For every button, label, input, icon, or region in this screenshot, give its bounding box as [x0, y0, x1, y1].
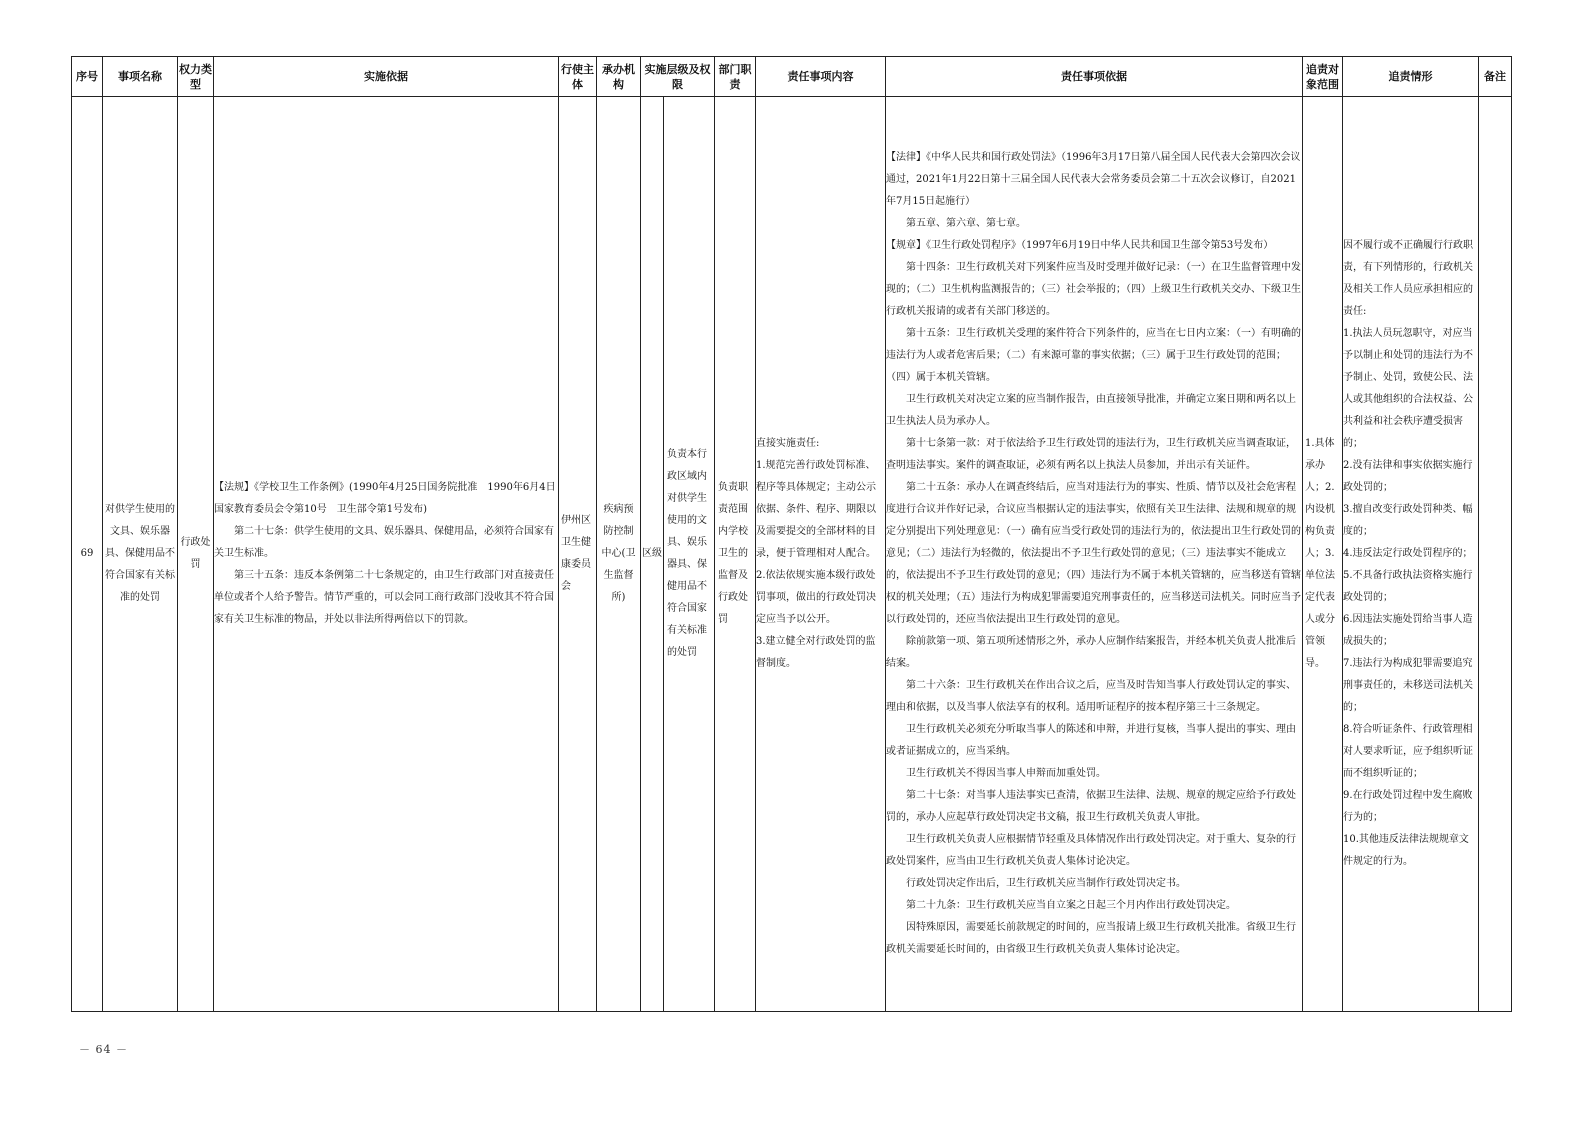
resp-basis-paragraph: 第十四条：卫生行政机关对下列案件应当及时受理并做好记录：（一）在卫生监督管理中发现的；（二）卫生机构监测报告的；（三）社会举报的；（四）上级卫生行政机关交办、下级卫生行政机关报请的或者有关部门移送的。	[886, 262, 1301, 317]
situation-line: 4.违反法定行政处罚程序的；	[1343, 548, 1473, 559]
situation-line: 5.不具备行政执法资格实施行政处罚的；	[1343, 570, 1473, 603]
cell-agency: 疾病预防控制中心(卫生监督所)	[597, 97, 641, 1012]
resp-basis-paragraph: 第二十五条：承办人在调查终结后，应当对违法行为的事实、性质、情节以及社会危害程度进行合议并作好记录，合议应当根据认定的违法事实，依照有关卫生法律、法规和规章的规定分别提出下列处理意见：（一）确有应当受行政处罚的违法行为的，依法提出卫生行政处罚的意见；（二）违法行为轻微的，依法提出不予卫生行政处罚的意见；（三）违法事实不能成立的，依法提出不予卫生行政处罚的意见；（四）违法行为不属于本机关管辖的，应当移送有管辖权的机关处理；（五）违法行为构成犯罪需要追究刑事责任的，应当移送司法机关。同时应当予以行政处罚的，还应当依法提出卫生行政处罚的意见。	[886, 482, 1301, 625]
cell-resp-content	[756, 97, 886, 1012]
header-power-type: 权力类型	[178, 57, 214, 97]
cell-scope: 1.具体承办人；2.内设机构负责人；3.单位法定代表人或分管领导。	[1303, 97, 1343, 1012]
situation-line: 9.在行政处罚过程中发生腐败行为的；	[1343, 790, 1473, 823]
header-basis: 实施依据	[214, 57, 559, 97]
table-row	[72, 97, 1512, 1012]
cell-power-type: 行政处罚	[178, 97, 214, 1012]
situation-line: 8.符合听证条件、行政管理相对人要求听证，应予组织听证而不组织听证的；	[1343, 724, 1473, 779]
resp-content-line: 3.建立健全对行政处罚的监督制度。	[756, 636, 876, 669]
resp-content-line: 1.规范完善行政处罚标准、程序等具体规定；主动公示依据、条件、程序、期限以及需要提交的全部材料的目录，便于管理相对人配合。	[756, 460, 876, 559]
resp-basis-paragraph: 第十五条：卫生行政机关受理的案件符合下列条件的，应当在七日内立案：（一）有明确的违法行为人或者危害后果；（二）有来源可靠的事实依据；（三）属于卫生行政处罚的范围；（四）属于本机关管辖。	[886, 328, 1301, 383]
header-resp-content: 责任事项内容	[756, 57, 886, 97]
cell-name: 对供学生使用的文具、娱乐器具、保健用品不符合国家有关标准的处罚	[103, 97, 178, 1012]
basis-line: 【法规】《学校卫生工作条例》(1990年4月25日国务院批准 1990年6月4日国家教育委员会令第10号 卫生部令第1号发布)	[214, 482, 556, 515]
resp-basis-paragraph: 【规章】《卫生行政处罚程序》（1997年6月19日中华人民共和国卫生部令第53号发布）	[886, 240, 1274, 251]
resp-basis-paragraph: 第二十七条：对当事人违法事实已查清，依据卫生法律、法规、规章的规定应给予行政处罚的，承办人应起草行政处罚决定书文稿，报卫生行政机关负责人审批。	[886, 790, 1296, 823]
resp-basis-paragraph: 【法律】《中华人民共和国行政处罚法》（1996年3月17日第八届全国人民代表大会第四次会议通过，2021年1月22日第十三届全国人民代表大会常务委员会第二十五次会议修订，自2021年7月15日起施行）	[886, 152, 1301, 207]
header-agency: 承办机构	[597, 57, 641, 97]
cell-situation	[1343, 97, 1479, 1012]
resp-basis-paragraph: 第二十六条：卫生行政机关在作出合议之后，应当及时告知当事人行政处罚认定的事实、理由和依据，以及当事人依法享有的权利。适用听证程序的按本程序第三十三条规定。	[886, 680, 1296, 713]
page-number: － 64 －	[79, 1043, 128, 1056]
situation-line: 10.其他违反法律法规规章文件规定的行为。	[1343, 834, 1469, 867]
cell-duty: 负责职责范围内学校卫生的监督及行政处罚	[715, 97, 756, 1012]
resp-basis-paragraph: 第五章、第六章、第七章。	[906, 218, 1026, 229]
resp-basis-list	[886, 147, 1302, 961]
situation-line: 6.因违法实施处罚给当事人造成损失的；	[1343, 614, 1473, 647]
situation-list	[1343, 235, 1478, 873]
situation-line: 3.擅自改变行政处罚种类、幅度的；	[1343, 504, 1473, 537]
header-resp-basis: 责任事项依据	[886, 57, 1303, 97]
cell-level-a: 区级	[641, 97, 664, 1012]
resp-basis-paragraph: 除前款第一项、第五项所述情形之外，承办人应制作结案报告，并经本机关负责人批准后结案。	[886, 636, 1296, 669]
resp-basis-paragraph: 卫生行政机关负责人应根据情节轻重及具体情况作出行政处罚决定。对于重大、复杂的行政处罚案件，应当由卫生行政机关负责人集体讨论决定。	[886, 834, 1296, 867]
situation-line: 1.执法人员玩忽职守，对应当予以制止和处罚的违法行为不予制止、处罚，致使公民、法人或其他组织的合法权益、公共利益和社会秩序遭受损害的；	[1343, 328, 1473, 449]
cell-remark	[1479, 97, 1512, 1012]
resp-basis-paragraph: 卫生行政机关必须充分听取当事人的陈述和申辩，并进行复核，当事人提出的事实、理由或者证据成立的，应当采纳。	[886, 724, 1296, 757]
basis-line: 第二十七条：供学生使用的文具、娱乐器具、保健用品，必须符合国家有关卫生标准。	[214, 526, 554, 559]
cell-level-b: 负责本行政区域内对供学生使用的文具、娱乐器具、保健用品不符合国家有关标准的处罚	[664, 97, 715, 1012]
header-name: 事项名称	[103, 57, 178, 97]
resp-basis-paragraph: 行政处罚决定作出后，卫生行政机关应当制作行政处罚决定书。	[906, 878, 1186, 889]
header-no: 序号	[72, 57, 103, 97]
header-remark: 备注	[1479, 57, 1512, 97]
cell-subject: 伊州区卫生健康委员会	[559, 97, 597, 1012]
header-subject: 行使主体	[559, 57, 597, 97]
resp-basis-paragraph: 第十七条第一款：对于依法给予卫生行政处罚的违法行为，卫生行政机关应当调查取证，查明违法事实。案件的调查取证，必须有两名以上执法人员参加，并出示有关证件。	[886, 438, 1296, 471]
situation-line: 因不履行或不正确履行行政职责，有下列情形的，行政机关及相关工作人员应承担相应的责任:	[1343, 240, 1473, 317]
resp-basis-paragraph: 因特殊原因，需要延长前款规定的时间的，应当报请上级卫生行政机关批准。省级卫生行政机关需要延长时间的，由省级卫生行政机关负责人集体讨论决定。	[886, 922, 1296, 955]
responsibility-table	[71, 56, 1512, 1012]
resp-basis-paragraph: 卫生行政机关不得因当事人申辩而加重处罚。	[906, 768, 1106, 779]
header-scope: 追责对象范围	[1303, 57, 1343, 97]
header-situation: 追责情形	[1343, 57, 1479, 97]
resp-basis-paragraph: 卫生行政机关对决定立案的应当制作报告，由直接领导批准，并确定立案日期和两名以上卫生执法人员为承办人。	[886, 394, 1296, 427]
resp-basis-paragraph: 第二十九条：卫生行政机关应当自立案之日起三个月内作出行政处罚决定。	[906, 900, 1236, 911]
basis-line: 第三十五条：违反本条例第二十七条规定的，由卫生行政部门对直接责任单位或者个人给予警告。情节严重的，可以会同工商行政部门没收其不符合国家有关卫生标准的物品，并处以非法所得两倍以下的罚款。	[214, 570, 554, 625]
cell-no: 69	[72, 97, 103, 1012]
cell-basis	[214, 97, 559, 1012]
resp-content-line: 直接实施责任:	[756, 438, 820, 449]
table-header-row	[72, 57, 1512, 97]
cell-resp-basis	[886, 97, 1303, 1012]
header-duty: 部门职责	[715, 57, 756, 97]
header-level: 实施层级及权限	[641, 57, 715, 97]
situation-line: 2.没有法律和事实依据实施行政处罚的；	[1343, 460, 1473, 493]
situation-line: 7.违法行为构成犯罪需要追究刑事责任的，未移送司法机关的；	[1343, 658, 1473, 713]
resp-content-line: 2.依法依规实施本级行政处罚事项，做出的行政处罚决定应当予以公开。	[756, 570, 876, 625]
